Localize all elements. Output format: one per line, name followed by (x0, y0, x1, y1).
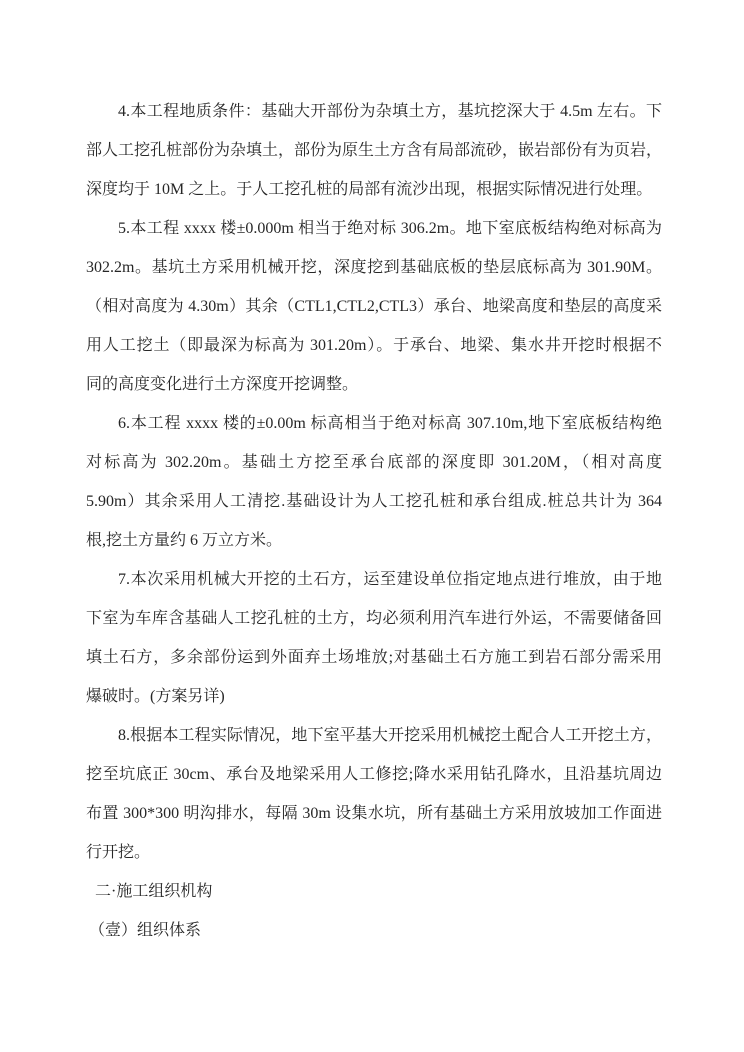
subsection-heading-organization-system: （壹）组织体系 (89, 922, 202, 939)
paragraph-item-5 (86, 209, 662, 404)
paragraph-item-6 (86, 404, 662, 560)
text-line: 7.本次采用机械大开挖的土石方，运至建设单位指定地点进行堆放，由于地 (118, 571, 662, 588)
text-line: 挖至坑底正 30cm、承台及地梁采用人工修挖;降水采用钻孔降水，且沿基坑周边 (86, 766, 662, 783)
document-content (86, 92, 662, 950)
text-line: 5.90m）其余采用人工清挖.基础设计为人工挖孔桩和承台组成.桩总共计为 364 (86, 493, 662, 510)
text-line: 5.本工程 xxxx 楼±0.000m 相当于绝对标 306.2m。地下室底板结构绝对标高为 (118, 220, 662, 237)
text-line: （相对高度为 4.30m）其余（CTL1,CTL2,CTL3）承台、地梁高度和垫层的高度采 (86, 298, 662, 315)
text-line: 同的高度变化进行土方深度开挖调整。 (86, 376, 359, 393)
text-line: 根,挖土方量约 6 万立方米。 (86, 532, 283, 549)
text-line: 爆破时。(方案另详) (86, 688, 225, 705)
section-heading-construction-organization: 二·施工组织机构 (95, 883, 213, 900)
paragraph-item-7 (86, 560, 662, 716)
text-line: 下室为车库含基础人工挖孔桩的土方，均必须利用汽车进行外运，不需要储备回 (86, 610, 662, 627)
text-line: 深度均于 10M 之上。于人工挖孔桩的局部有流沙出现，根据实际情况进行处理。 (86, 181, 653, 198)
text-line: 布置 300*300 明沟排水，每隔 30m 设集水坑，所有基础土方采用放坡加工作面进 (86, 805, 662, 822)
text-line: 8.根据本工程实际情况，地下室平基大开挖采用机械挖土配合人工开挖土方， (118, 727, 662, 744)
text-line: 6.本工程 xxxx 楼的±0.00m 标高相当于绝对标高 307.10m,地下室底板结构绝 (118, 415, 662, 432)
text-line: 4.本工程地质条件：基础大开部份为杂填土方，基坑挖深大于 4.5m 左右。下 (118, 103, 662, 120)
text-line: 用人工挖土（即最深为标高为 301.20m）。于承台、地梁、集水井开挖时根据不 (86, 337, 662, 354)
text-line: 部人工挖孔桩部份为杂填土，部份为原生土方含有局部流砂，嵌岩部份有为页岩， (86, 142, 662, 159)
text-line: 对标高为 302.20m。基础土方挖至承台底部的深度即 301.20M，（相对高度 (86, 454, 662, 471)
text-line: 302.2m。基坑土方采用机械开挖，深度挖到基础底板的垫层底标高为 301.90M。 (86, 259, 662, 276)
paragraph-item-4 (86, 92, 662, 209)
text-line: 填土石方，多余部份运到外面弃土场堆放;对基础土石方施工到岩石部分需采用 (86, 649, 662, 666)
text-line: 行开挖。 (86, 844, 151, 861)
paragraph-item-8 (86, 716, 662, 872)
